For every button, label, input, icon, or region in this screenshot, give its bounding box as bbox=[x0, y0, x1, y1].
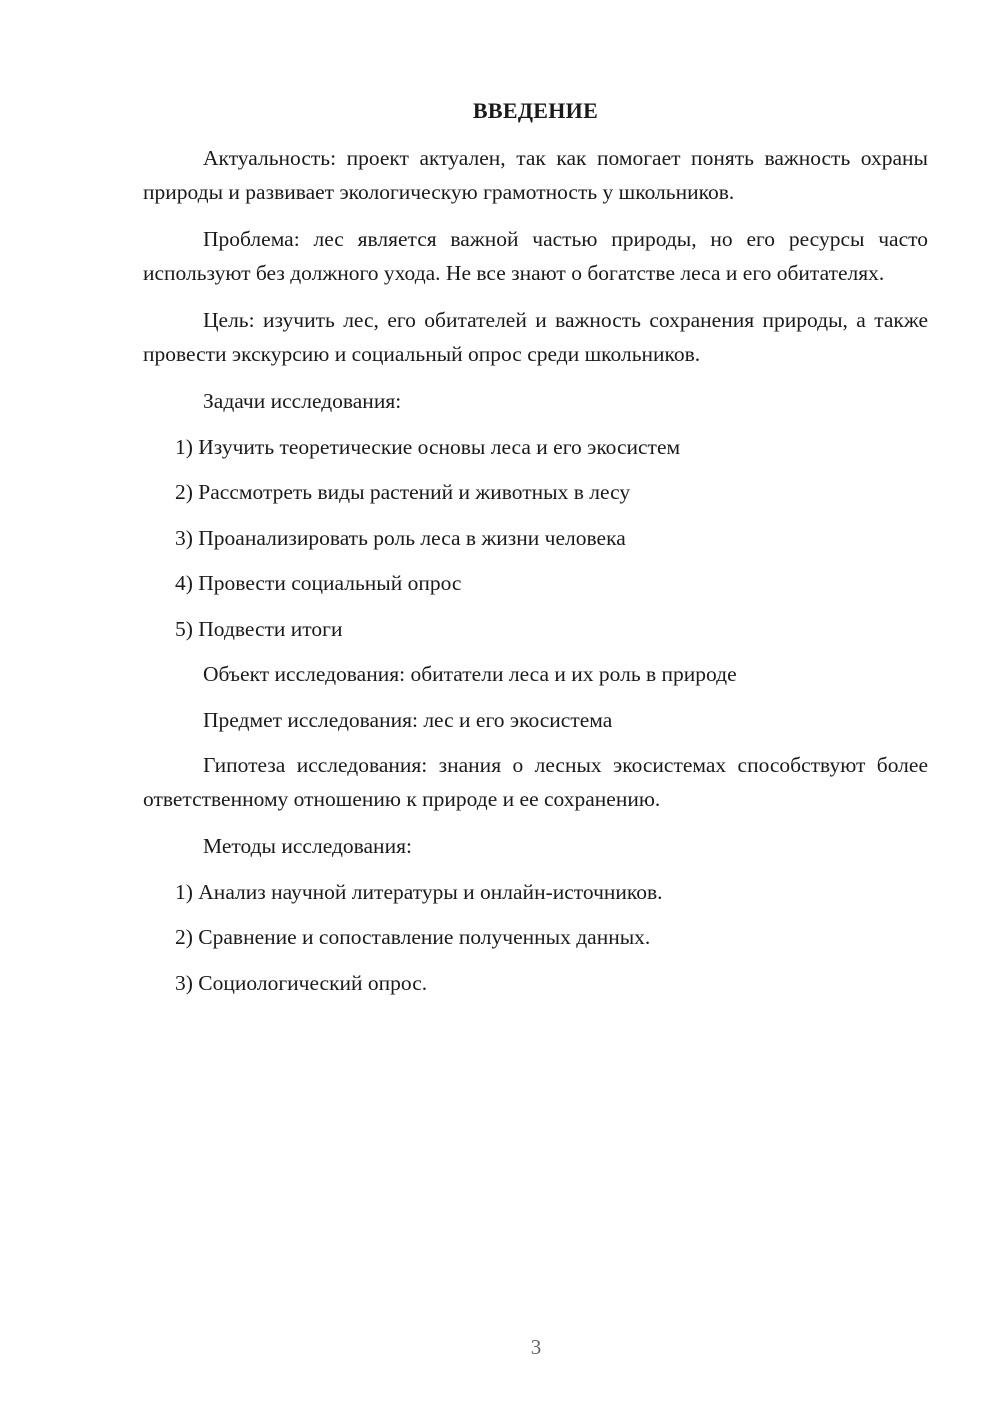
hypothesis-paragraph: Гипотеза исследования: знания о лесных экосистемах способствуют более ответственному отношению к природе и ее сохранению. bbox=[143, 753, 928, 811]
goal-paragraph: Цель: изучить лес, его обитателей и важность сохранения природы, а также провести экскурсию и социальный опрос среди школьников. bbox=[143, 308, 928, 366]
methods-title: Методы исследования: bbox=[203, 834, 412, 858]
page-number: 3 bbox=[530, 1335, 542, 1359]
task-item: 1) Изучить теоретические основы леса и его экосистем bbox=[175, 434, 681, 459]
relevance-paragraph: Актуальность: проект актуален, так как помогает понять важность охраны природы и развивает экологическую грамотность у школьников. bbox=[143, 146, 928, 204]
problem-paragraph: Проблема: лес является важной частью природы, но его ресурсы часто используют без должного ухода. Не все знают о богатстве леса и его обитателях. bbox=[143, 227, 928, 285]
method-item: 1) Анализ научной литературы и онлайн-источников. bbox=[175, 879, 663, 904]
page-content bbox=[143, 96, 928, 1011]
research-object: Объект исследования: обитатели леса и их роль в природе bbox=[203, 662, 737, 686]
research-subject: Предмет исследования: лес и его экосистема bbox=[203, 707, 613, 732]
task-item: 2) Рассмотреть виды растений и животных в лесу bbox=[175, 480, 631, 504]
method-item: 2) Сравнение и сопоставление полученных данных. bbox=[175, 925, 651, 949]
method-item: 3) Социологический опрос. bbox=[175, 970, 428, 995]
task-item: 5) Подвести итоги bbox=[175, 616, 343, 641]
task-item: 3) Проанализировать роль леса в жизни человека bbox=[175, 525, 626, 550]
section-heading: ВВЕДЕНИЕ bbox=[472, 98, 599, 123]
tasks-title: Задачи исследования: bbox=[203, 389, 402, 413]
task-item: 4) Провести социальный опрос bbox=[175, 571, 462, 595]
